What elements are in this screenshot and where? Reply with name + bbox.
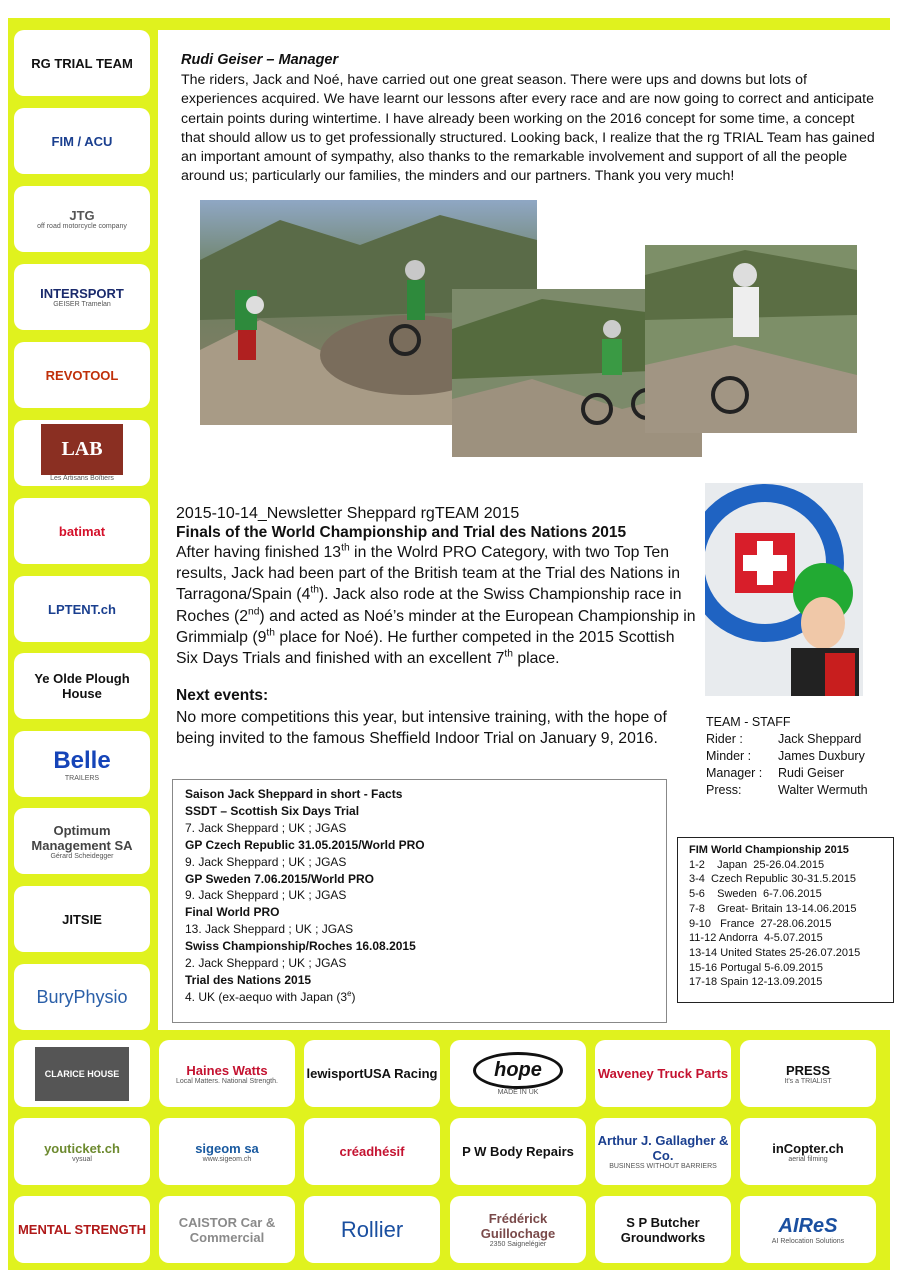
sponsor-name: PRESS [785,1062,831,1078]
sponsor-logo [595,1196,731,1263]
sponsor-tagline: vysual [72,1155,92,1163]
sponsor-tagline: MADE IN UK [497,1088,539,1096]
facts-event-title: GP Sweden 7.06.2015/World PRO [185,871,374,886]
sponsor-name: créadhésif [339,1144,405,1159]
sponsor-logo [14,808,150,874]
facts-result: 9. Jack Sheppard ; UK ; JGAS [185,854,347,869]
sponsor-logo [159,1196,295,1263]
next-events-text: No more competitions this year, but intensive training, with the hope of being invited to the famous Sheffield Indoor Trial on January 9, 2016. [176,709,667,748]
facts-event-title: Final World PRO [185,905,280,920]
photo-rider-right [645,245,857,433]
sponsor-logo [595,1118,731,1185]
sponsor-logo [450,1040,586,1107]
sponsor-name: AIReS [778,1214,838,1237]
facts-result: 2. Jack Sheppard ; UK ; JGAS [185,956,347,971]
sponsor-name: LPTENT.ch [48,601,116,617]
sponsor-name: MENTAL STRENGTH [17,1222,147,1237]
staff-name: Walter Wermuth [778,783,868,797]
season-facts-box [172,779,667,1023]
sponsor-logo [14,420,150,486]
sponsor-logo [159,1118,295,1185]
team-staff [706,714,868,799]
facts-result: 13. Jack Sheppard ; UK ; JGAS [185,922,354,937]
sponsor-tagline: 2350 Saignelégier [489,1241,547,1248]
fim-calendar-row: 9-10 France 27-28.06.2015 [689,917,832,930]
sponsor-tagline: www.sigeom.ch [202,1155,252,1163]
facts-event-title: Swiss Championship/Roches 16.08.2015 [185,939,416,954]
sponsor-logo [450,1196,586,1263]
sponsor-name: RG TRIAL TEAM [31,55,133,71]
sponsor-name: inCopter.ch [772,1140,844,1156]
fim-calendar-row: 7-8 Great- Britain 13-14.06.2015 [689,902,857,915]
sponsor-logo [14,498,150,564]
sponsor-name: CAISTOR Car & Commercial [178,1214,276,1245]
staff-name: Rudi Geiser [778,766,844,780]
sponsor-name: JTG [69,208,95,223]
facts-event-title: Saison Jack Sheppard in short - Facts [185,787,403,801]
facts-event-title: Trial des Nations 2015 [185,972,312,987]
sponsor-name: batimat [58,523,106,539]
newsletter-headline: 2015-10-14_Newsletter Sheppard rgTEAM 2015 [176,505,520,522]
sponsor-logo [14,1118,150,1185]
staff-row [706,765,868,782]
sponsor-logo [595,1040,731,1107]
sponsor-name: Frédérick Guillochage [480,1211,556,1241]
staff-name: Jack Sheppard [778,732,862,746]
sponsor-logo [14,886,150,952]
sponsor-logo [14,576,150,642]
sponsor-tagline: GEISER Tramelan [53,301,111,308]
sponsor-logo [14,186,150,252]
fim-calendar-row: 15-16 Portugal 5-6.09.2015 [689,961,823,974]
staff-role: Manager : [706,766,763,780]
sponsor-logo [14,342,150,408]
manager-text: The riders, Jack and Noé, have carried out one great season. There were ups and downs but lots of experiences acquired. We have learnt our lessons after every race and are now going to correct and anticipate certain points during wintertime. I have already been working on the 2016 concept for some time, a concept that should allow us to get professionally structured. Looking back, I realize that the rg TRIAL Team has gained an important amount of sympathy, also thanks to the remarkable involvement and support of all the people around us; particularly our families, the minders and our partners. Thank you very much! [181,72,875,185]
sponsor-tagline: Local Matters. National Strength. [176,1077,278,1085]
newsletter-body: After having finished 13th in the Wolrd PRO Category, with two Top Ten results, Jack had been part of the British team at the Trial des Nations in Tarragona/Spain (4th). Jack also rode at the Swiss Championship race in Roches (2nd) and acted as Noé’s minder at the European Championship in Grimmialp (9th place for Noé). He further competed in the 2015 Scottish Six Days Trials and finished with an excellent 7th place. [176,542,696,668]
sponsor-name: REVOTOOL [45,367,119,383]
sponsor-name: Rollier [340,1216,404,1242]
sponsor-name: S P Butcher Groundworks [620,1214,706,1245]
facts-last-line: 4. UK (ex-aequo with Japan (3e) [185,988,356,1004]
sponsor-name: sigeom sa [195,1140,259,1156]
sponsor-logo [450,1118,586,1185]
sponsor-logo [304,1196,440,1263]
staff-role: Minder : [706,749,752,763]
sponsor-name: P W Body Repairs [462,1144,574,1159]
fim-calendar-row: 11-12 Andorra 4-5.07.2015 [689,932,823,945]
staff-row [706,748,868,765]
sponsor-name: LAB [41,424,122,475]
sponsor-tagline: It's a TRIALIST [784,1077,832,1085]
sponsor-name: BuryPhysio [36,986,128,1007]
sponsor-logo [14,108,150,174]
sponsor-logo [159,1040,295,1107]
photo-jack-sheppard [705,483,863,696]
sponsor-name: Optimum Management SA [31,822,133,853]
sponsor-tagline: AI Relocation Solutions [771,1237,845,1245]
sponsor-name: Haines Watts [186,1062,268,1078]
sponsor-tagline: BUSINESS WITHOUT BARRIERS [609,1163,717,1170]
fim-calendar-row: 3-4 Czech Republic 30-31.5.2015 [689,873,856,886]
sponsor-logo [14,1040,150,1107]
sponsor-tagline: Les Artisans Boîtiers [50,475,114,482]
sponsor-logo [740,1040,876,1107]
staff-name: James Duxbury [778,749,865,763]
fim-calendar-row: 13-14 United States 25-26.07.2015 [689,946,861,959]
sponsor-logo [304,1118,440,1185]
next-events-title: Next events: [176,687,269,704]
sponsor-name: lewisportUSA Racing [306,1066,438,1081]
fim-calendar-box [677,837,894,1003]
sponsor-name: INTERSPORT [40,286,124,301]
fim-calendar-title: FIM World Championship 2015 [689,844,849,856]
sponsor-name: Arthur J. Gallagher & Co. [597,1133,729,1163]
sponsor-logo [14,30,150,96]
sponsor-name: CLARICE HOUSE [35,1047,130,1101]
manager-title: Rudi Geiser – Manager [181,52,339,68]
sponsor-name: Belle [53,746,111,774]
sponsor-tagline: Gérard Scheidegger [50,852,114,860]
fim-calendar-row: 17-18 Spain 12-13.09.2015 [689,976,823,989]
facts-event-title: GP Czech Republic 31.05.2015/World PRO [185,837,425,852]
sponsor-tagline: aerial filming [788,1155,828,1163]
sponsor-name: Ye Olde Plough House [34,671,130,701]
staff-row [706,731,868,748]
sponsor-logo [304,1040,440,1107]
fim-calendar-row: 1-2 Japan 25-26.04.2015 [689,858,825,871]
sponsor-name: youticket.ch [44,1140,120,1156]
sponsor-logo [740,1118,876,1185]
sponsor-logo [740,1196,876,1263]
sponsor-name: hope [473,1052,563,1089]
sponsor-logo [14,1196,150,1263]
sponsor-logo [14,264,150,330]
staff-role: Press: [706,783,742,797]
sponsor-logo [14,964,150,1030]
sponsor-tagline: off road motorcycle company [37,223,127,230]
sponsor-name: Waveney Truck Parts [597,1066,729,1081]
team-staff-title: TEAM - STAFF [706,715,791,729]
facts-event-title: SSDT – Scottish Six Days Trial [185,803,360,818]
staff-row [706,782,868,799]
staff-role: Rider : [706,732,743,746]
sponsor-logo [14,731,150,797]
sponsor-name: FIM / ACU [51,133,113,149]
sponsor-tagline: TRAILERS [64,774,100,782]
newsletter-subhead: Finals of the World Championship and Trial des Nations 2015 [176,524,627,541]
facts-result: 9. Jack Sheppard ; UK ; JGAS [185,888,347,903]
sponsor-name: JITSIE [62,911,102,927]
sponsor-logo [14,653,150,719]
facts-result: 7. Jack Sheppard ; UK ; JGAS [185,820,347,835]
fim-calendar-row: 5-6 Sweden 6-7.06.2015 [689,888,822,901]
